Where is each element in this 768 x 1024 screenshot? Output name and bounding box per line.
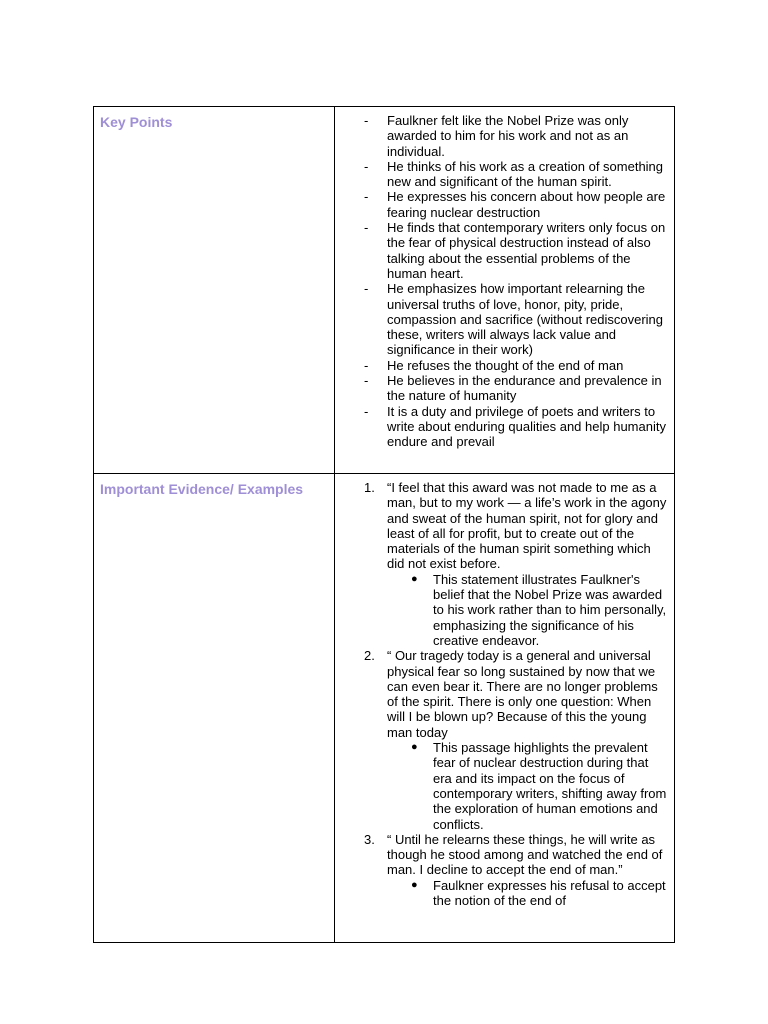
key-points-row bbox=[94, 107, 675, 474]
list-item: - It is a duty and privilege of poets and writers to write about enduring qualities and help humanity endure and prevail bbox=[335, 404, 668, 450]
bullet-icon: ● bbox=[411, 878, 418, 891]
evidence-quote: “ Our tragedy today is a general and universal physical fear so long sustained by now that we can even bear it. There are no longer problems of the spirit. There is only one question: When will I be blown up? Because of this the young man today bbox=[387, 648, 658, 740]
evidence-note-text: This passage highlights the prevalent fear of nuclear destruction during that era and its impact on the focus of contemporary writers, shifting away from the exploration of human emotions and conflicts. bbox=[433, 740, 667, 832]
item-number: 2. bbox=[364, 648, 375, 664]
list-item: - He refuses the thought of the end of man bbox=[335, 358, 668, 373]
evidence-note bbox=[387, 740, 668, 832]
list-item: - He expresses his concern about how people are fearing nuclear destruction bbox=[335, 189, 668, 220]
evidence-notes bbox=[387, 740, 668, 832]
evidence-note-text: Faulkner expresses his refusal to accept the notion of the end of bbox=[433, 877, 666, 909]
notes-table bbox=[93, 106, 675, 943]
evidence-note bbox=[387, 878, 668, 909]
evidence-content-cell bbox=[335, 474, 675, 943]
list-item: - He thinks of his work as a creation of something new and significant of the human spirit. bbox=[335, 159, 668, 190]
evidence-note bbox=[387, 572, 668, 648]
bullet-icon: ● bbox=[411, 741, 418, 754]
evidence-label: Important Evidence/ Examples bbox=[100, 481, 304, 497]
evidence-item bbox=[335, 832, 668, 908]
evidence-note-text: This statement illustrates Faulkner's belief that the Nobel Prize was awarded to his work rather than to him personally, emphasizing the significance of his creative endeavor. bbox=[433, 571, 667, 648]
key-points-list bbox=[335, 113, 668, 450]
evidence-quote: “I feel that this award was not made to me as a man, but to my work — a life’s work in the agony and sweat of the human spirit, not for glory and least of all for profit, but to create out of the materials of the human spirit something which did not exist before. bbox=[387, 480, 667, 572]
evidence-item bbox=[335, 648, 668, 832]
item-number: 1. bbox=[364, 480, 375, 495]
list-item: - He emphasizes how important relearning the universal truths of love, honor, pity, pride, compassion and sacrifice (without rediscovering these, writers will always lack value and significance in their work) bbox=[335, 281, 668, 357]
evidence-notes bbox=[387, 878, 668, 909]
list-item: - Faulkner felt like the Nobel Prize was only awarded to him for his work and not as an individual. bbox=[335, 113, 668, 159]
list-item: - He believes in the endurance and prevalence in the nature of humanity bbox=[335, 373, 668, 404]
evidence-label-cell bbox=[94, 474, 335, 943]
key-points-content-cell bbox=[335, 107, 675, 474]
evidence-list bbox=[335, 480, 668, 908]
evidence-item bbox=[335, 480, 668, 648]
bullet-icon: ● bbox=[411, 572, 418, 585]
list-item: - He finds that contemporary writers only focus on the fear of physical destruction instead of also talking about the essential problems of the human heart. bbox=[335, 220, 668, 281]
evidence-notes bbox=[387, 572, 668, 648]
evidence-quote: “ Until he relearns these things, he will write as though he stood among and watched the end of man. I decline to accept the end of man.” bbox=[387, 831, 663, 878]
evidence-row bbox=[94, 474, 675, 943]
item-number: 3. bbox=[364, 831, 375, 847]
key-points-label: Key Points bbox=[100, 114, 173, 130]
key-points-label-cell bbox=[94, 107, 335, 474]
